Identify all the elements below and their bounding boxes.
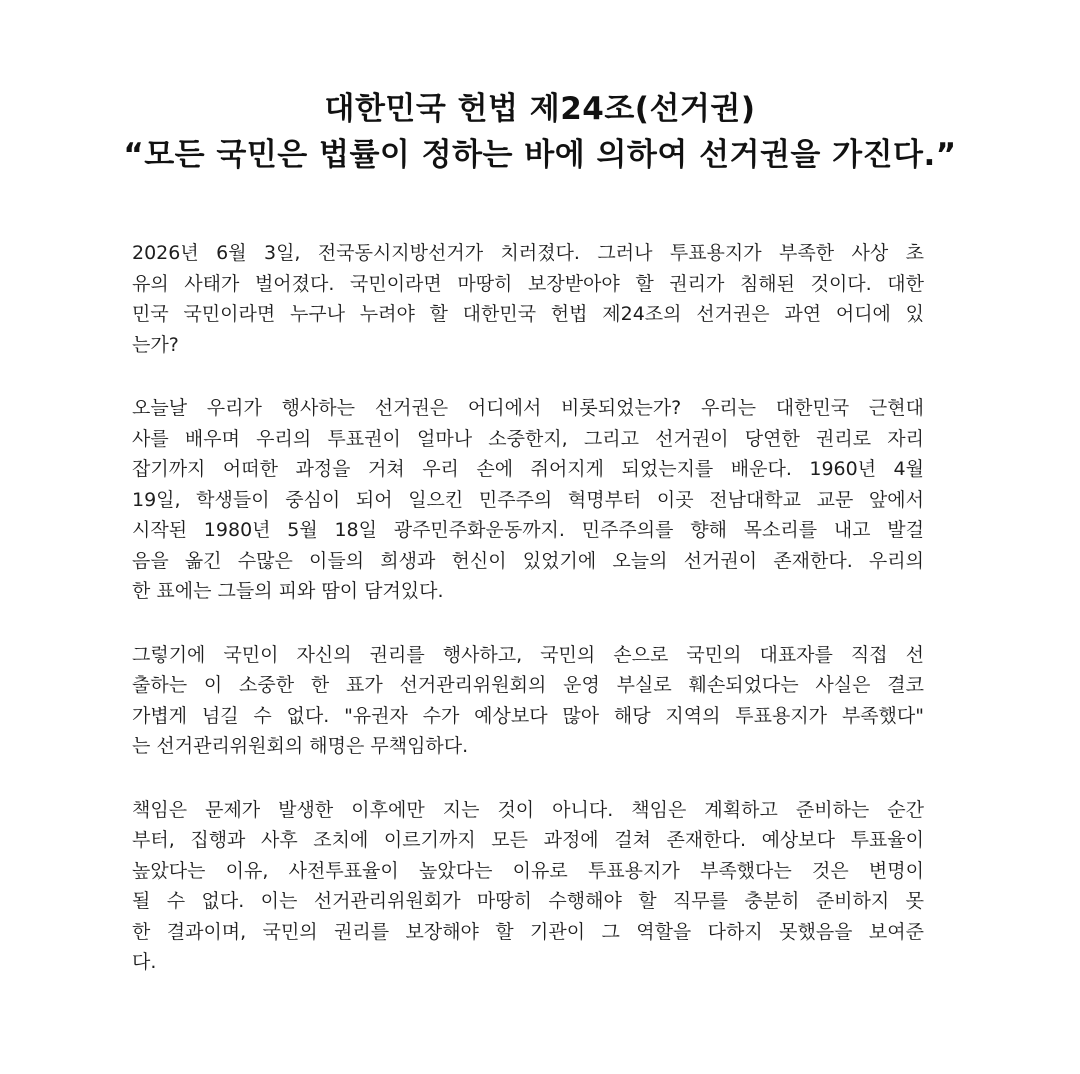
paragraph-line: 잡기까지 어떠한 과정을 거쳐 우리 손에 쥐어지게 되었는지를 배운다. 1960년 4월 — [132, 458, 924, 480]
paragraph-line: 높았다는 이유, 사전투표율이 높았다는 이유로 투표용지가 부족했다는 것은 변명이 — [132, 859, 924, 882]
paragraph-line: 사를 배우며 우리의 투표권이 얼마나 소중한지, 그리고 선거권이 당연한 권리로 자리 — [132, 427, 924, 450]
paragraph-2 — [132, 393, 924, 607]
title-heading: 대한민국 헌법 제24조(선거권) — [324, 91, 756, 127]
paragraph-line: 음을 옮긴 수많은 이들의 희생과 헌신이 있었기에 오늘의 선거권이 존재한다. 우리의 — [132, 549, 924, 572]
document-title — [0, 86, 1080, 178]
document-body — [132, 238, 924, 1011]
paragraph-3 — [132, 640, 924, 762]
paragraph-line: 부터, 집행과 사후 조치에 이르기까지 모든 과정에 걸쳐 존재한다. 예상보다 투표율이 — [132, 829, 924, 851]
title-quote: “모든 국민은 법률이 정하는 바에 의하여 선거권을 가진다.” — [123, 137, 957, 173]
paragraph-line: 시작된 1980년 5월 18일 광주민주화운동까지. 민주주의를 향해 목소리를 내고 발걸 — [132, 519, 924, 541]
paragraph-line: 유의 사태가 벌어졌다. 국민이라면 마땅히 보장받아야 할 권리가 침해된 것이다. 대한 — [132, 272, 924, 295]
paragraph-line: 2026년 6월 3일, 전국동시지방선거가 치러졌다. 그러나 투표용지가 부족한 사상 초 — [132, 242, 924, 264]
paragraph-line: 그렇기에 국민이 자신의 권리를 행사하고, 국민의 손으로 국민의 대표자를 직접 선 — [132, 643, 924, 666]
paragraph-4 — [132, 795, 924, 978]
paragraph-line: 는 선거관리위원회의 해명은 무책임하다. — [132, 735, 469, 757]
paragraph-line: 다. — [132, 951, 157, 973]
paragraph-line: 가볍게 넘길 수 없다. "유권자 수가 예상보다 많아 해당 지역의 투표용지가 부족했다" — [132, 704, 924, 727]
paragraph-line: 책임은 문제가 발생한 이후에만 지는 것이 아니다. 책임은 계획하고 준비하는 순간 — [132, 798, 924, 821]
paragraph-1 — [132, 238, 924, 360]
paragraph-line: 19일, 학생들이 중심이 되어 일으킨 민주주의 혁명부터 이곳 전남대학교 교문 앞에서 — [132, 488, 924, 511]
paragraph-line: 한 결과이며, 국민의 권리를 보장해야 할 기관이 그 역할을 다하지 못했음을 보여준 — [132, 920, 924, 943]
paragraph-line: 한 표에는 그들의 피와 땀이 담겨있다. — [132, 580, 444, 602]
paragraph-line: 오늘날 우리가 행사하는 선거권은 어디에서 비롯되었는가? 우리는 대한민국 근현대 — [132, 397, 924, 419]
paragraph-line: 출하는 이 소중한 한 표가 선거관리위원회의 운영 부실로 훼손되었다는 사실은 결코 — [132, 674, 924, 696]
paragraph-line: 민국 국민이라면 누구나 누려야 할 대한민국 헌법 제24조의 선거권은 과연 어디에 있 — [132, 303, 924, 325]
paragraph-line: 는가? — [132, 333, 179, 356]
paragraph-line: 될 수 없다. 이는 선거관리위원회가 마땅히 수행해야 할 직무를 충분히 준비하지 못 — [132, 890, 924, 912]
